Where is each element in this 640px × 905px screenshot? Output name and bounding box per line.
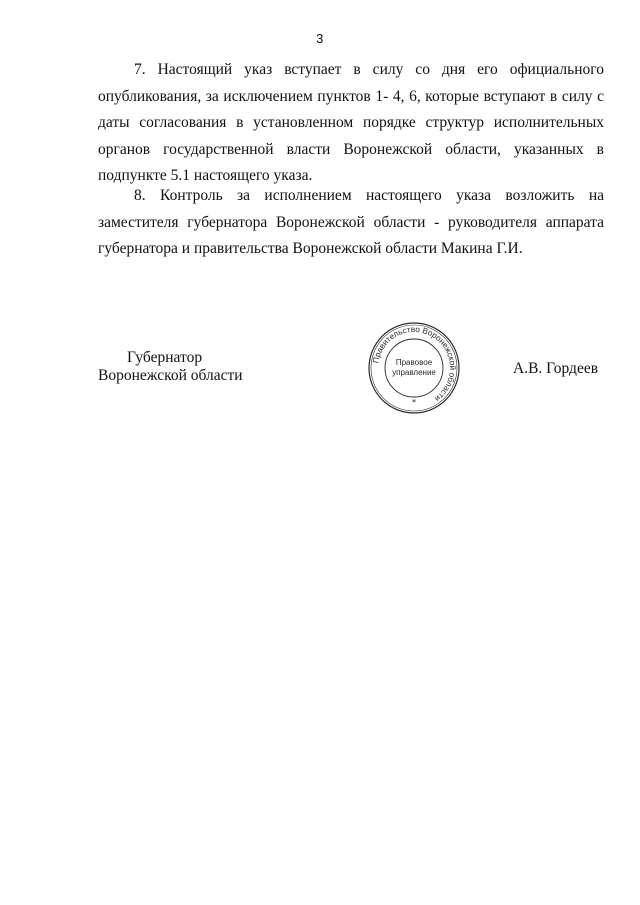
paragraph-7: 7. Настоящий указ вступает в силу со дня его официального опубликования, за исключением пунктов 1- 4, 6, которые вступают в силу с даты согласования в установленном порядке структур исполнительных органов государственной власти Воронежской области, указанных в подпункте 5.1 настоящего указа. [98, 61, 604, 184]
signatory-title-line-1: Губернатор [127, 349, 203, 366]
stamp-graphic [366, 320, 462, 416]
signatory-name: А.В. Гордеев [513, 360, 599, 377]
stamp-star-icon: * [412, 398, 416, 407]
stamp-center-line-2: управление [392, 368, 436, 377]
signatory-title-line-2: Воронежской области [98, 367, 243, 384]
stamp-ring-text: Правительство Воронежской области [371, 324, 458, 404]
paragraph-8: 8. Контроль за исполнением настоящего указа возложить на заместителя губернатора Воронежской области - руководителя аппарата губернатора и правительства Воронежской области Макина Г.И. [98, 187, 604, 257]
official-stamp [366, 320, 462, 416]
page-number: 3 [316, 31, 324, 46]
stamp-center-line-1: Правовое [395, 358, 433, 367]
